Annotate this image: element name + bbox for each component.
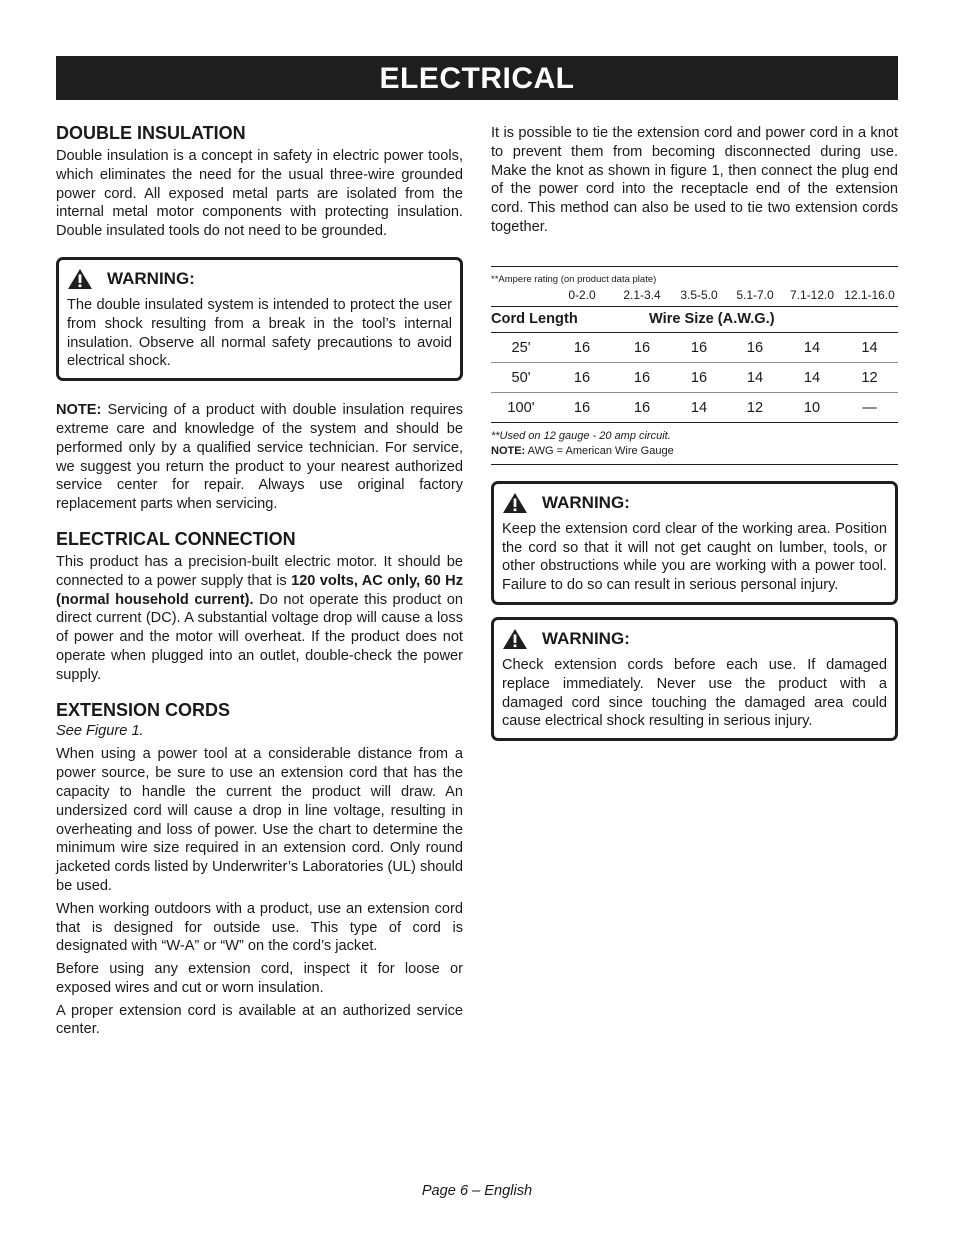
warning-text: Keep the extension cord clear of the working area. Position the cord so that it will not get caught on lumber, tools, or other obstructions while you are working with a power tool. Failure to do so can result in serious personal injury.	[502, 520, 887, 594]
wire-size-cell: 16	[573, 399, 591, 416]
cord-length-header: Cord Length	[491, 310, 578, 327]
ampere-note: **Ampere rating (on product data plate)	[491, 273, 657, 285]
wire-size-cell: 10	[803, 399, 821, 416]
ampere-range: 3.5-5.0	[680, 287, 718, 302]
left-column	[56, 122, 463, 1039]
warning-header	[502, 492, 887, 514]
warning-text: The double insulated system is intended to protect the user from shock resulting from a break in the tool’s internal insulation. Observe all normal safety precautions to avoid electrical shock.	[67, 296, 452, 370]
table-row	[491, 333, 898, 363]
warning-triangle-icon	[67, 268, 93, 290]
electrical-connection-text	[56, 553, 463, 685]
knot-paragraph: It is possible to tie the extension cord and power cord in a knot to prevent them from becoming disconnected during use. Make the knot as shown in figure 1, then connect the plug end of the power cord into the receptacle end of the extension cord. This method can also be used to tie two extension cords together.	[491, 125, 898, 235]
see-figure-reference: See Figure 1.	[56, 722, 144, 739]
warning-header	[502, 628, 887, 650]
right-column	[491, 122, 898, 741]
wire-size-header: Wire Size (A.W.G.)	[649, 310, 775, 327]
wire-size-cell: 16	[690, 339, 708, 356]
electrical-connection-heading: ELECTRICAL CONNECTION	[56, 528, 296, 549]
table-notes	[491, 423, 898, 465]
wire-size-table	[491, 266, 898, 465]
connection-text-post: Do not operate this product on direct current (DC). A substantial voltage drop will cause a loss of power and the motor will overheat. If the product does not operate when plugged into an outlet, double-check the power supply.	[56, 591, 464, 683]
ampere-range: 2.1-3.4	[623, 287, 661, 302]
warning-title: WARNING:	[107, 268, 195, 288]
warning-triangle-icon	[502, 492, 528, 514]
double-insulation-heading: DOUBLE INSULATION	[56, 123, 246, 143]
warning-title: WARNING:	[542, 628, 630, 648]
ampere-range: 7.1-12.0	[789, 287, 835, 302]
warning-text: Check extension cords before each use. If damaged replace immediately. Never use the product with a damaged cord since touching the damaged area could cause electrical shock resulting in serious injury.	[502, 656, 887, 730]
wire-size-cell: 14	[746, 369, 764, 386]
note-label: NOTE:	[56, 402, 102, 419]
awg-note-label: NOTE:	[491, 444, 526, 457]
ampere-range: 0-2.0	[568, 287, 596, 302]
awg-note-text: AWG = American Wire Gauge	[525, 444, 674, 457]
wire-size-cell: 12	[861, 369, 878, 386]
extension-cords-paragraph-2: When working outdoors with a product, use an extension cord that is designed for outside use. This type of cord is designated with “W-A” or “W” on the cord’s jacket.	[56, 900, 463, 955]
servicing-note	[56, 401, 463, 514]
page-title: ELECTRICAL	[56, 56, 898, 100]
wire-size-cell: —	[862, 399, 877, 416]
table-header-row	[491, 307, 898, 333]
wire-size-cell: 14	[861, 339, 878, 356]
page-footer: Page 6 – English	[421, 1183, 533, 1199]
circuit-footnote: **Used on 12 gauge - 20 amp circuit.	[491, 429, 671, 442]
warning-header	[67, 268, 452, 290]
extension-cords-heading: EXTENSION CORDS	[56, 699, 231, 720]
wire-size-cell: 14	[803, 339, 821, 356]
cord-length-cell: 100'	[507, 399, 535, 416]
wire-size-cell: 16	[690, 369, 708, 386]
ampere-range: 5.1-7.0	[736, 287, 774, 302]
note-text: Servicing of a product with double insulation requires extreme care and knowledge of the system and should be performed only by a qualified service technician. For service, we suggest you return the product to your nearest authorized service center for repair. Always use original factory replacement parts when servicing.	[56, 402, 463, 513]
cord-length-cell: 50'	[511, 369, 531, 386]
extension-cords-paragraph-4: A proper extension cord is available at an authorized service center.	[56, 1002, 463, 1038]
extension-cords-paragraph-3: Before using any extension cord, inspect it for loose or exposed wires and cut or worn insulation.	[56, 961, 463, 996]
awg-note	[491, 444, 898, 459]
wire-size-cell: 14	[690, 399, 708, 416]
wire-size-cell: 14	[803, 369, 821, 386]
connection-text-pre: This product has a precision-built electric motor. It should be connected to a power supply that is	[56, 553, 463, 589]
warning-box-cord-clear	[491, 481, 898, 605]
warning-box-insulation	[56, 257, 463, 381]
wire-size-cell: 16	[633, 339, 651, 356]
ampere-range: 12.1-16.0	[844, 287, 895, 302]
extension-cords-paragraph-1: When using a power tool at a considerable distance from a power source, be sure to use an extension cord that has the capacity to handle the current the product will draw. An undersized cord will cause a drop in line voltage, resulting in overheating and loss of power. Use the chart to determine the minimum wire size required in an extension cord. Only round jacketed cords listed by Underwriter’s Laboratories (UL) should be used.	[56, 746, 463, 894]
power-requirement: 120 volts, AC only, 60 Hz (normal household current).	[56, 572, 463, 608]
wire-size-cell: 16	[746, 339, 764, 356]
wire-size-cell: 16	[573, 339, 591, 356]
warning-title: WARNING:	[542, 492, 630, 512]
warning-box-check-cords	[491, 617, 898, 741]
table-row	[491, 363, 898, 393]
warning-triangle-icon	[502, 628, 528, 650]
wire-size-cell: 16	[633, 399, 651, 416]
cord-length-cell: 25'	[511, 339, 531, 356]
wire-size-cell: 16	[633, 369, 651, 386]
wire-size-cell: 16	[573, 369, 591, 386]
wire-size-cell: 12	[746, 399, 764, 416]
ampere-ranges-row	[491, 288, 898, 307]
table-row	[491, 393, 898, 423]
double-insulation-text: Double insulation is a concept in safety in electric power tools, which eliminates the need for the usual three-wire grounded power cord. All exposed metal parts are isolated from the internal metal motor components with protecting insulation. Double insulated tools do not need to be grounded.	[56, 148, 463, 240]
